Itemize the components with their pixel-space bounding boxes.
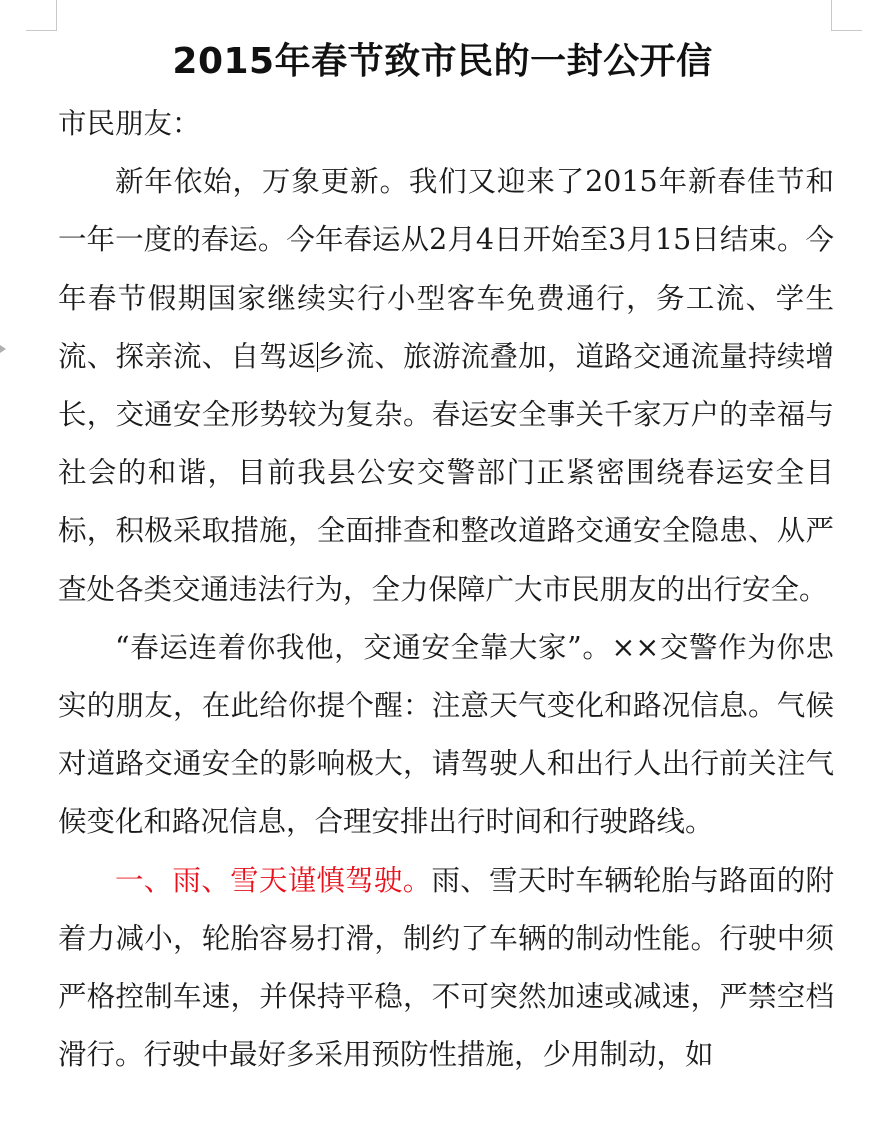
paragraph-3-text: 雨、雪天时车辆轮胎与路面的附着力减小，轮胎容易打滑，制约了车辆的制动性能。行驶中须严格控制车速，并保持平稳，不可突然加速或减速，严禁空档滑行。行驶中最好多采用预防性措施，少用制动，如 [58, 863, 834, 1072]
section-heading-rain-snow: 一、雨、雪天谨慎驾驶。 [115, 863, 432, 897]
salutation: 市民朋友： [58, 107, 201, 140]
document-title: 2015年春节致市民的一封公开信 [172, 41, 713, 82]
top-right-crop-mark [831, 0, 832, 30]
top-right-crop-mark-horizontal [831, 30, 862, 31]
document-body[interactable] [58, 95, 834, 1084]
top-left-crop-mark [56, 0, 57, 30]
top-left-crop-mark-horizontal [26, 30, 57, 31]
paragraph-3 [58, 852, 834, 1085]
paragraph-1-after-cursor: 乡流、旅游流叠加，道路交通流量持续增长，交通安全形势较为复杂。春运安全事关千家万户的幸福与社会的和谐，目前我县公安交警部门正紧密围绕春运安全目标，积极采取措施，全面排查和整改道路交通安全隐患、从严查处各类交通违法行为，全力保障广大市民朋友的出行安全。 [58, 339, 834, 606]
paragraph-1-before-cursor: 新年依始，万象更新。我们又迎来了2015年新春佳节和一年一度的春运。今年春运从2月4日开始至3月15日结束。今年春节假期国家继续实行小型客车免费通行，务工流、学生流、探亲流、自驾返 [58, 165, 834, 373]
paragraph-2: “春运连着你我他，交通安全靠大家”。××交警作为你忠实的朋友，在此给你提个醒：注意天气变化和路况信息。气候对道路交通安全的影响极大，请驾驶人和出行人出行前关注气候变化和路况信息，合理安排出行时间和行驶路线。 [58, 630, 834, 839]
margin-arrow-icon [0, 345, 6, 353]
paragraph-1 [58, 153, 834, 619]
